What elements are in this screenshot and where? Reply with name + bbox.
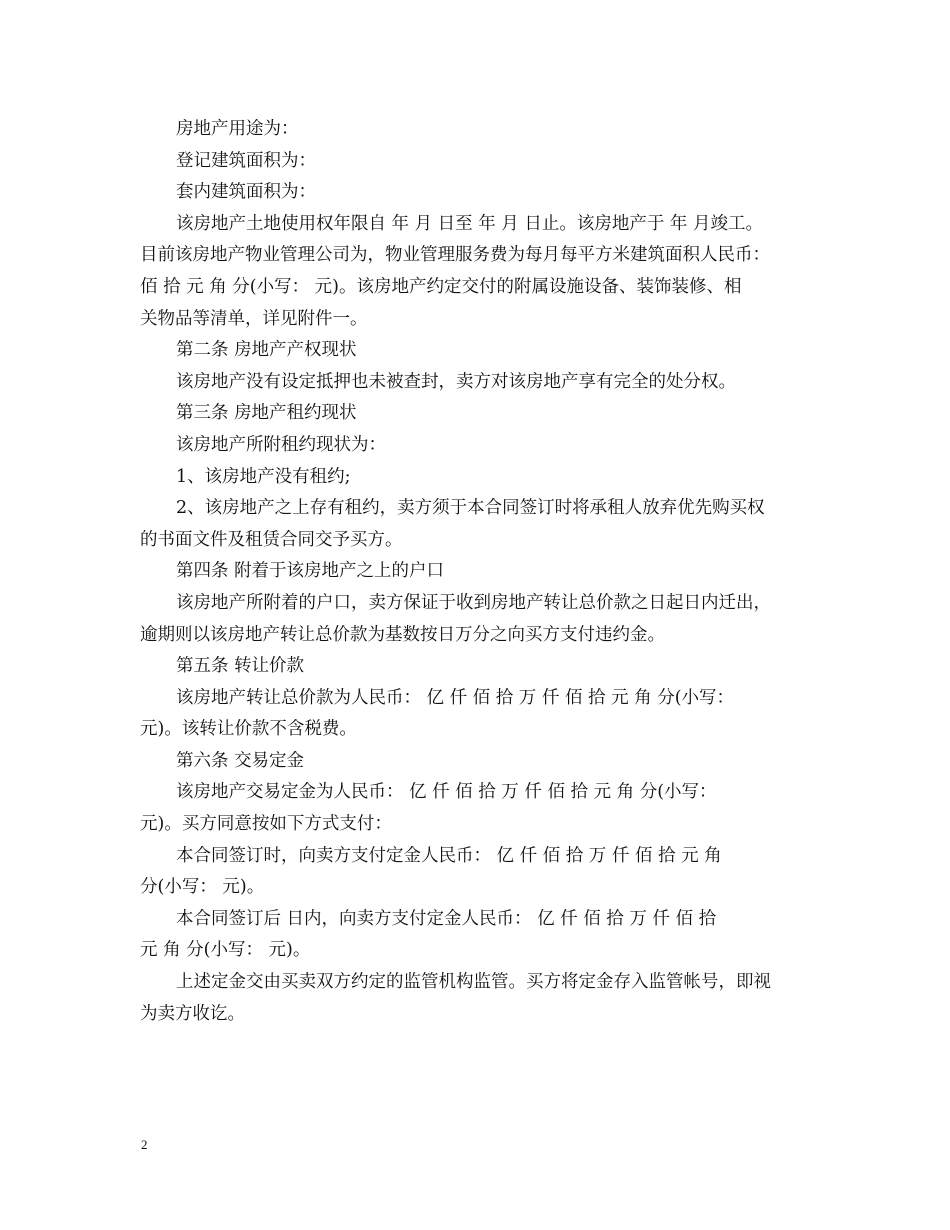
page-number: 2 bbox=[141, 1137, 148, 1152]
text-line: 元)。买方同意按如下方式支付： bbox=[140, 814, 392, 835]
text-line: 本合同签订后 日内，向卖方支付定金人民币： 亿 仟 佰 拾 万 仟 佰 拾 bbox=[176, 908, 717, 929]
text-line: 该房地产所附着的户口，卖方保证于收到房地产转让总价款之日起日内迁出， bbox=[176, 592, 771, 613]
text-line: 目前该房地产物业管理公司为，物业管理服务费为每月每平方米建筑面积人民币： bbox=[140, 245, 770, 266]
text-line: 该房地产土地使用权年限自 年 月 日至 年 月 日止。该房地产于 年 月竣工。 bbox=[176, 213, 763, 234]
text-line: 元)。该转让价款不含税费。 bbox=[140, 719, 357, 740]
text-line: 第三条 房地产租约现状 bbox=[176, 403, 357, 424]
text-line: 套内建筑面积为： bbox=[176, 182, 316, 203]
text-line: 第四条 附着于该房地产之上的户口 bbox=[176, 561, 445, 582]
text-line: 该房地产转让总价款为人民币： 亿 仟 佰 拾 万 仟 佰 拾 元 角 分(小写： bbox=[176, 687, 735, 708]
text-line: 第二条 房地产产权现状 bbox=[176, 340, 357, 361]
text-line: 第五条 转让价款 bbox=[176, 656, 305, 677]
text-line: 登记建筑面积为： bbox=[176, 150, 316, 171]
text-line: 佰 拾 元 角 分(小写： 元)。该房地产约定交付的附属设施设备、装饰装修、相 bbox=[140, 276, 742, 297]
text-line: 元 角 分(小写： 元)。 bbox=[140, 940, 311, 961]
document-body bbox=[140, 114, 812, 1030]
text-line: 逾期则以该房地产转让总价款为基数按日万分之向买方支付违约金。 bbox=[140, 624, 665, 645]
text-line: 的书面文件及租赁合同交予买方。 bbox=[140, 529, 403, 550]
text-line: 该房地产所附租约现状为： bbox=[176, 434, 386, 455]
text-line: 分(小写： 元)。 bbox=[140, 877, 265, 898]
text-line: 本合同签订时，向卖方支付定金人民币： 亿 仟 佰 拾 万 仟 佰 拾 元 角 bbox=[176, 845, 722, 866]
text-line: 1、该房地产没有租约; bbox=[176, 466, 351, 487]
text-line: 为卖方收讫。 bbox=[140, 1003, 245, 1024]
text-line: 该房地产没有设定抵押也未被查封，卖方对该房地产享有完全的处分权。 bbox=[176, 371, 736, 392]
text-line: 上述定金交由买卖双方约定的监管机构监管。买方将定金存入监管帐号，即视 bbox=[176, 972, 771, 993]
text-line: 第六条 交易定金 bbox=[176, 750, 305, 771]
text-line: 2、该房地产之上存有租约，卖方须于本合同签订时将承租人放弃优先购买权 bbox=[176, 498, 765, 519]
text-line: 房地产用途为： bbox=[176, 119, 299, 139]
text-line: 该房地产交易定金为人民币： 亿 仟 佰 拾 万 仟 佰 拾 元 角 分(小写： bbox=[176, 782, 717, 803]
text-line: 关物品等清单，详见附件一。 bbox=[140, 308, 368, 329]
